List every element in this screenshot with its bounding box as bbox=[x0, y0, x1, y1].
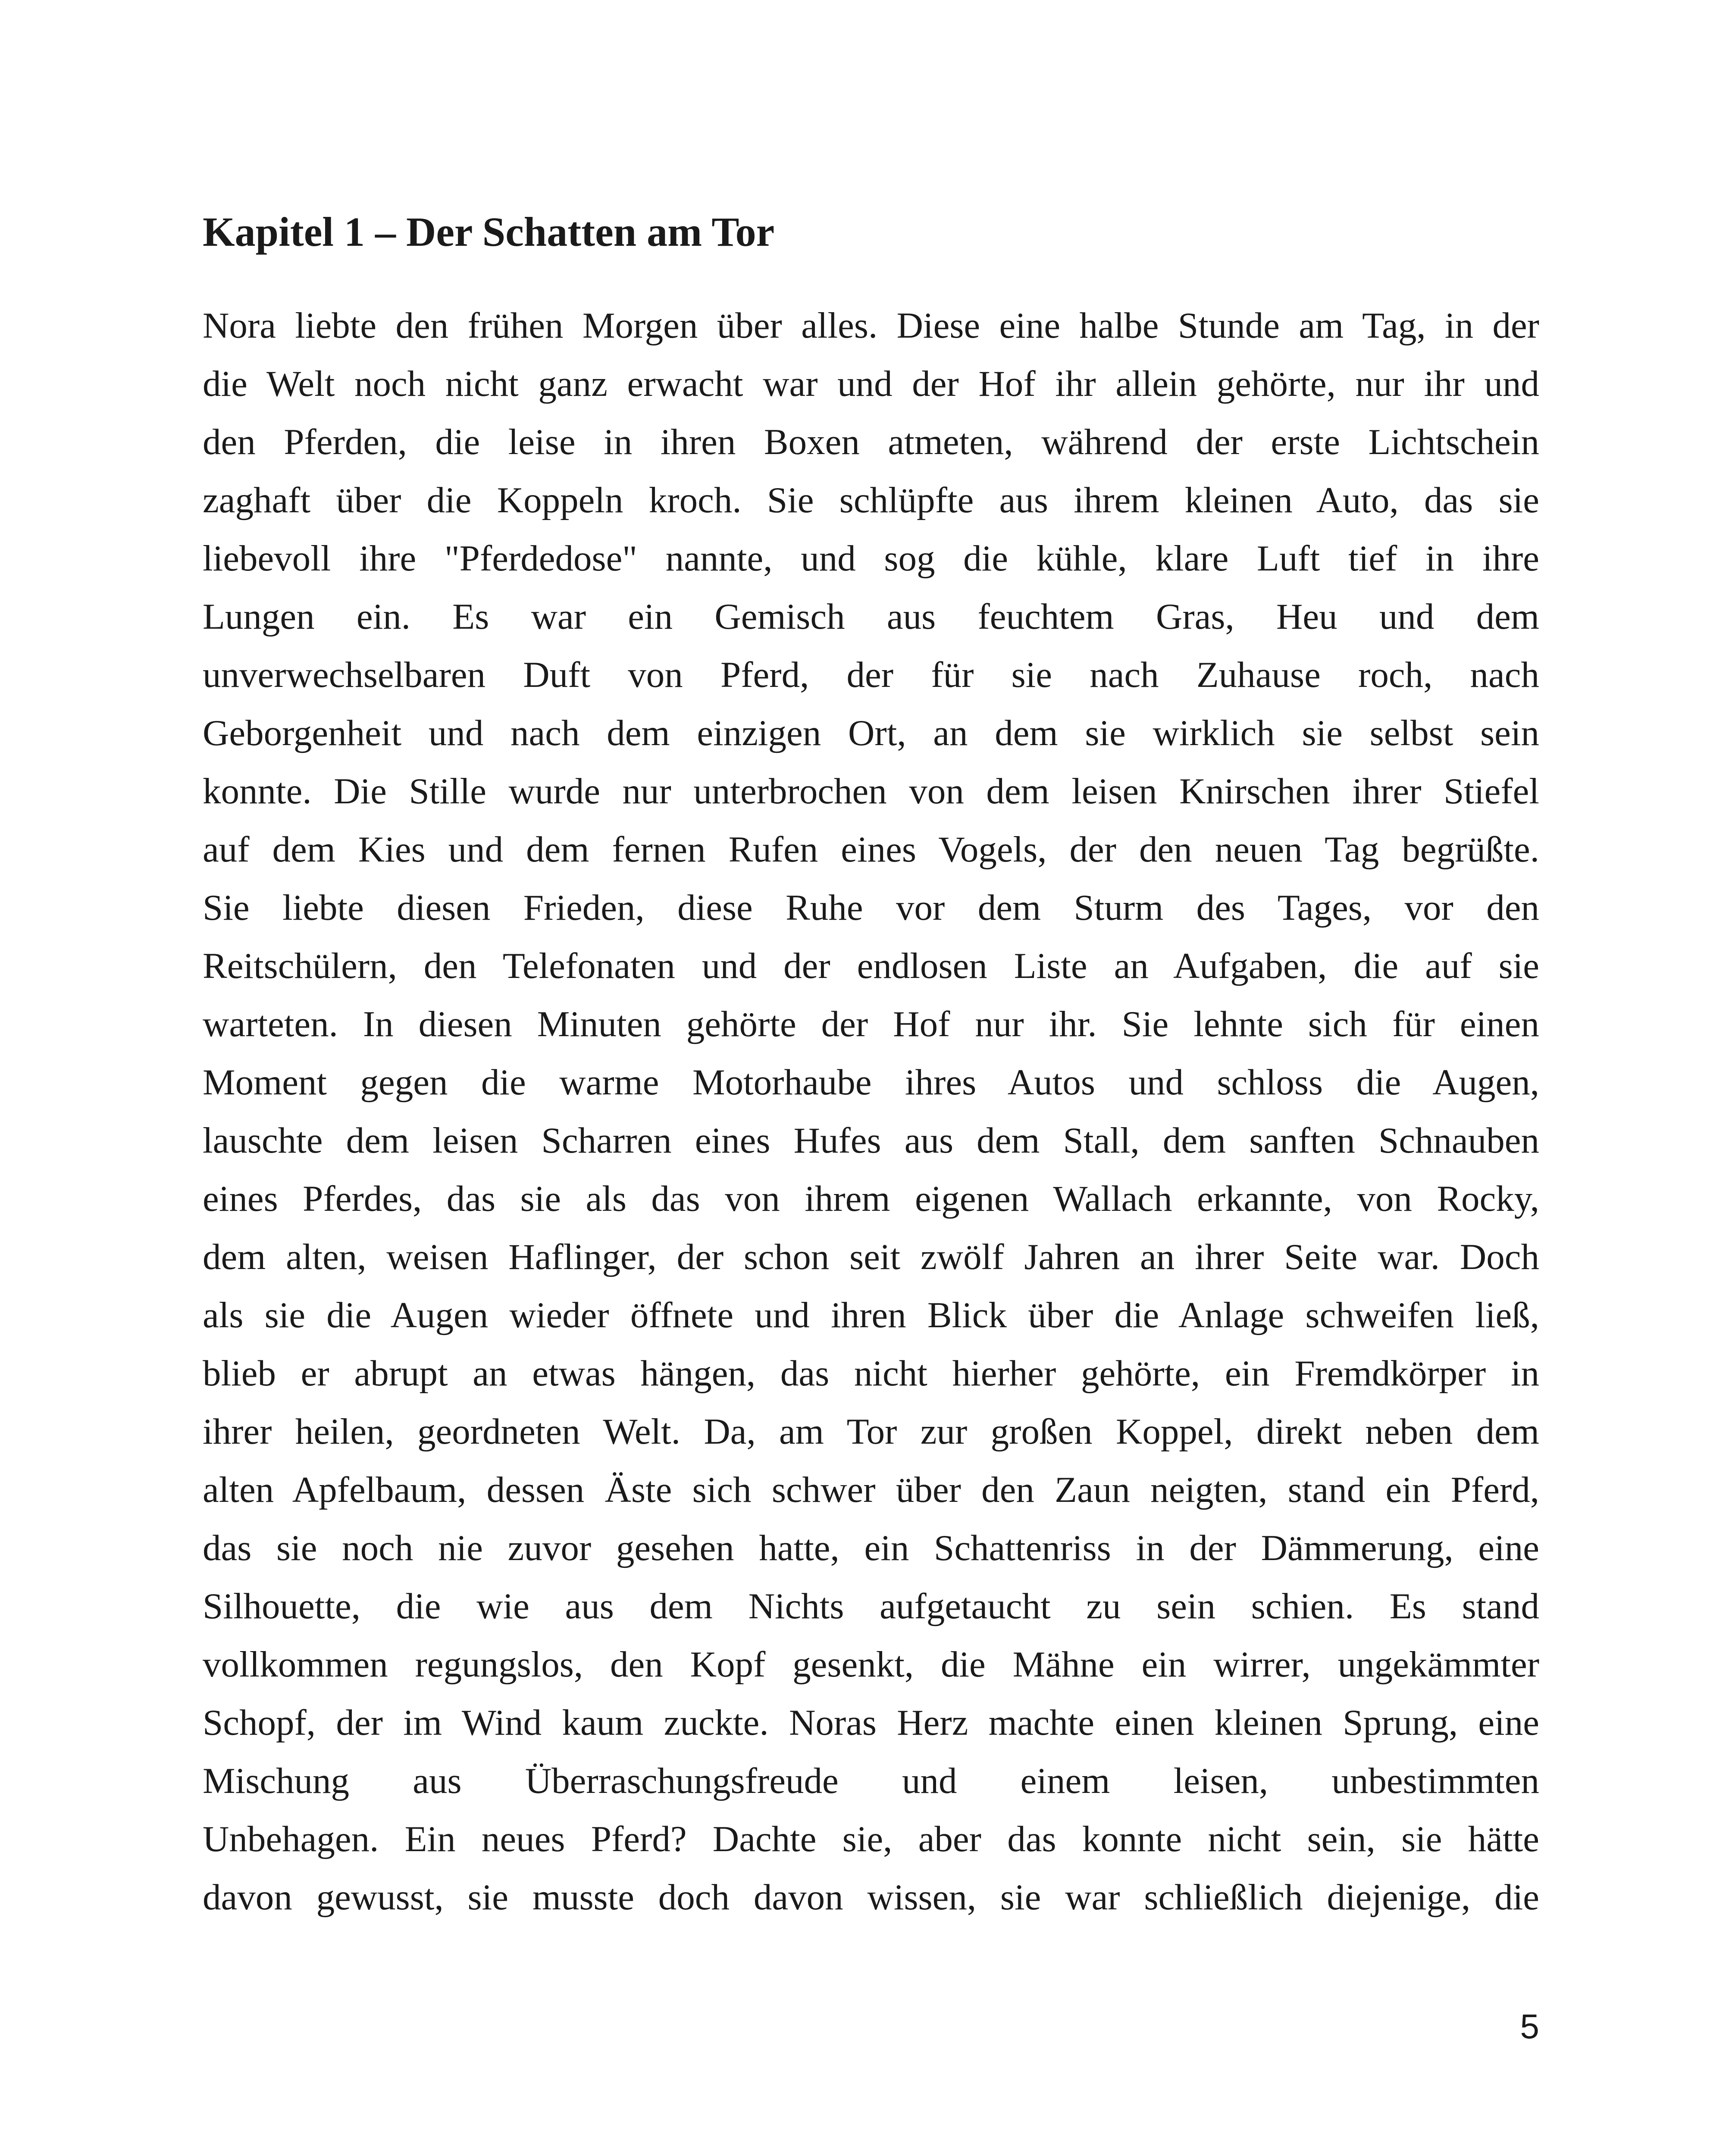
body-paragraph bbox=[203, 297, 1539, 1927]
text-line: Moment gegen die warme Motorhaube ihres Autos und schloss die Augen, bbox=[203, 1062, 1539, 1103]
text-line: liebevoll ihre "Pferdedose" nannte, und sog die kühle, klare Luft tief in ihre bbox=[203, 538, 1539, 579]
text-line: Silhouette, die wie aus dem Nichts aufgetaucht zu sein schien. Es stand bbox=[203, 1586, 1539, 1626]
text-line: eines Pferdes, das sie als das von ihrem eigenen Wallach erkannte, von Rocky, bbox=[203, 1178, 1539, 1219]
text-line: das sie noch nie zuvor gesehen hatte, ein Schattenriss in der Dämmerung, eine bbox=[203, 1528, 1539, 1568]
text-line: Schopf, der im Wind kaum zuckte. Noras Herz machte einen kleinen Sprung, eine bbox=[203, 1702, 1539, 1743]
text-line: warteten. In diesen Minuten gehörte der Hof nur ihr. Sie lehnte sich für einen bbox=[203, 1004, 1539, 1044]
text-line: Nora liebte den frühen Morgen über alles. Diese eine halbe Stunde am Tag, in der bbox=[203, 305, 1539, 346]
page-number: 5 bbox=[1520, 2007, 1539, 2046]
text-line: Sie liebte diesen Frieden, diese Ruhe vor dem Sturm des Tages, vor den bbox=[203, 887, 1539, 928]
text-line: unverwechselbaren Duft von Pferd, der für sie nach Zuhause roch, nach bbox=[203, 655, 1539, 695]
text-line: ihrer heilen, geordneten Welt. Da, am Tor zur großen Koppel, direkt neben dem bbox=[203, 1411, 1539, 1452]
text-line: konnte. Die Stille wurde nur unterbrochen von dem leisen Knirschen ihrer Stiefel bbox=[203, 771, 1539, 812]
text-line: als sie die Augen wieder öffnete und ihren Blick über die Anlage schweifen ließ, bbox=[203, 1295, 1539, 1335]
text-line: davon gewusst, sie musste doch davon wissen, sie war schließlich diejenige, die bbox=[203, 1877, 1539, 1918]
text-line: zaghaft über die Koppeln kroch. Sie schlüpfte aus ihrem kleinen Auto, das sie bbox=[203, 480, 1539, 520]
text-line: Lungen ein. Es war ein Gemisch aus feuchtem Gras, Heu und dem bbox=[203, 596, 1539, 637]
text-line: blieb er abrupt an etwas hängen, das nicht hierher gehörte, ein Fremdkörper in bbox=[203, 1353, 1539, 1394]
text-line: vollkommen regungslos, den Kopf gesenkt, die Mähne ein wirrer, ungekämmter bbox=[203, 1644, 1539, 1685]
text-line: Unbehagen. Ein neues Pferd? Dachte sie, aber das konnte nicht sein, sie hätte bbox=[203, 1819, 1539, 1859]
text-line: lauschte dem leisen Scharren eines Hufes aus dem Stall, dem sanften Schnauben bbox=[203, 1120, 1539, 1161]
text-line: alten Apfelbaum, dessen Äste sich schwer über den Zaun neigten, stand ein Pferd, bbox=[203, 1470, 1539, 1510]
text-line: den Pferden, die leise in ihren Boxen atmeten, während der erste Lichtschein bbox=[203, 422, 1539, 462]
text-line: die Welt noch nicht ganz erwacht war und der Hof ihr allein gehörte, nur ihr und bbox=[203, 364, 1539, 404]
chapter-title: Kapitel 1 – Der Schatten am Tor bbox=[203, 209, 775, 255]
text-line: Geborgenheit und nach dem einzigen Ort, an dem sie wirklich sie selbst sein bbox=[203, 713, 1539, 753]
text-line: auf dem Kies und dem fernen Rufen eines Vogels, der den neuen Tag begrüßte. bbox=[203, 829, 1539, 870]
text-line: Reitschülern, den Telefonaten und der endlosen Liste an Aufgaben, die auf sie bbox=[203, 946, 1539, 986]
text-line: Mischung aus Überraschungsfreude und einem leisen, unbestimmten bbox=[203, 1761, 1539, 1801]
text-line: dem alten, weisen Haflinger, der schon seit zwölf Jahren an ihrer Seite war. Doch bbox=[203, 1237, 1539, 1277]
